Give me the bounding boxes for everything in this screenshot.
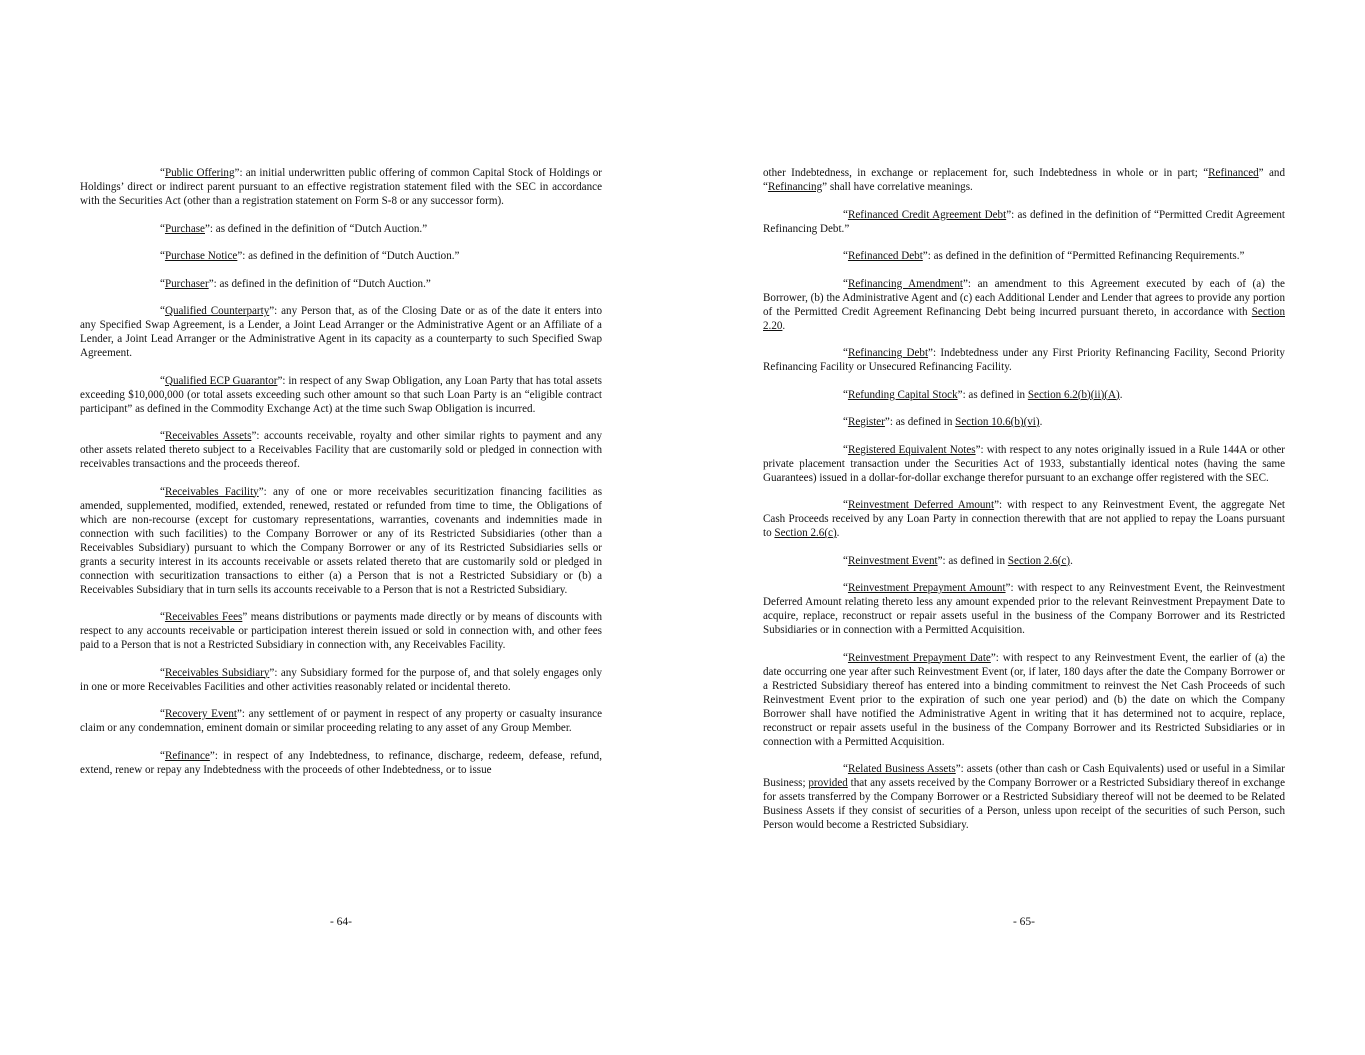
term: Related Business Assets — [847, 763, 956, 775]
proviso-term: provided — [808, 777, 848, 789]
term: Purchase Notice — [164, 250, 238, 262]
section-ref: Section 2.6(c) — [774, 527, 837, 539]
page-65-text — [763, 166, 1285, 846]
def-refinancing-amendment: “Refinancing Amendment”: an amendment to this Agreement executed by each of (a) the Borrower, (b) the Administrative Agent and (c) each Additional Lender and Lender that agrees to provide any portion of the Permitted Credit Agreement Refinancing Debt being incurred pursuant thereto, in accordance with Section 2.20. — [763, 277, 1285, 332]
term: Purchaser — [164, 277, 209, 290]
term: Recovery Event — [164, 708, 237, 720]
term: Receivables Assets — [164, 430, 252, 442]
term: Receivables Fees — [164, 611, 243, 623]
def-refinance: “Refinance”: in respect of any Indebtedness, to refinance, discharge, redeem, defease, refund, extend, renew or repay any Indebtedness with the proceeds of other Indebtedness, or to issue — [80, 749, 602, 776]
term: Qualified Counterparty — [164, 305, 270, 317]
def-recovery-event: “Recovery Event”: any settlement of or payment in respect of any property or casualty insurance claim or any condemnation, eminent domain or similar proceeding relating to any asset of any Group Member. — [80, 708, 602, 734]
def-reinvestment-event: “Reinvestment Event”: as defined in Section 2.6(c). — [843, 554, 1073, 567]
def-qualified-ecp-guarantor: “Qualified ECP Guarantor”: in respect of any Swap Obligation, any Loan Party that has total assets exceeding $10,000,000 (or total assets exceeding such other amount so that such Loan Party is an “eligible contract participant” as defined in the Commodity Exchange Act) at the time such Swap Obligation is incurred. — [80, 374, 602, 415]
term: Refinancing — [767, 181, 823, 193]
term: Refinanced Debt — [847, 250, 923, 262]
def-receivables-fees: “Receivables Fees” means distributions or payments made directly or by means of discounts with respect to any accounts receivable or participation interest therein issued or sold in connection with, and other fees paid to a Person that is not a Restricted Subsidiary in connection with, any Receivables Facility. — [80, 611, 602, 651]
def-purchaser: “Purchaser”: as defined in the definition of “Dutch Auction.” — [160, 277, 431, 290]
section-ref: Section 10.6(b)(vi) — [955, 416, 1040, 428]
term: Purchase — [164, 222, 205, 235]
term: Register — [847, 416, 885, 428]
def-purchase: “Purchase”: as defined in the definition of “Dutch Auction.” — [160, 222, 428, 235]
section-ref: Section 2.6(c) — [1007, 554, 1071, 567]
term: Qualified ECP Guarantor — [164, 374, 278, 387]
term: Refinancing Debt — [847, 347, 929, 359]
def-related-business-assets: “Related Business Assets”: assets (other than cash or Cash Equivalents) used or useful in a Similar Business; provided that any assets received by the Company Borrower or a Restricted Subsidiary thereof in exchange for assets transferred by the Company Borrower or a Restricted Subsidiary thereof will not be deemed to be Related Business Assets if they consist of securities of a Person, unless upon receipt of the securities of such Person, such Person would become a Restricted Subsidiary. — [763, 763, 1285, 831]
def-reinvestment-deferred-amount: “Reinvestment Deferred Amount”: with respect to any Reinvestment Event, the aggregate Net Cash Proceeds received by any Loan Party in connection therewith that are not applied to repay the Loans pursuant to Section 2.6(c). — [763, 499, 1285, 539]
term: Receivables Facility — [164, 485, 259, 498]
section-ref: Section 6.2(b)(ii)(A) — [1027, 388, 1120, 401]
term: Reinvestment Deferred Amount — [847, 499, 995, 511]
page-64 — [0, 0, 682, 1055]
def-registered-equivalent-notes: “Registered Equivalent Notes”: with respect to any notes originally issued in a Rule 144A or other private placement transaction under the Securities Act of 1933, substantially identical notes (having the same Guarantees) issued in a dollar-for-dollar exchange therefor pursuant to an exchange offer registered with the SEC. — [763, 443, 1285, 484]
def-refinance-continuation: other Indebtedness, in exchange or replacement for, such Indebtedness in whole or in part; “Refinanced” and “Refinancing” shall have correlative meanings. — [763, 167, 1285, 193]
term: Reinvestment Event — [847, 554, 938, 567]
page-number: - 64- — [329, 916, 353, 928]
def-refinanced-debt: “Refinanced Debt”: as defined in the definition of “Permitted Refinancing Requirements.” — [843, 250, 1245, 262]
term: Refinanced — [1208, 167, 1259, 179]
term: Refinance — [164, 749, 210, 762]
term: Refinancing Amendment — [847, 277, 963, 290]
def-purchase-notice: “Purchase Notice”: as defined in the definition of “Dutch Auction.” — [160, 250, 460, 262]
def-refinancing-debt: “Refinancing Debt”: Indebtedness under any First Priority Refinancing Facility, Second Priority Refinancing Facility or Unsecured Refinancing Facility. — [763, 347, 1285, 373]
term: Registered Equivalent Notes — [847, 443, 976, 456]
def-refinanced-credit-agreement-debt: “Refinanced Credit Agreement Debt”: as defined in the definition of “Permitted Credit Agreement Refinancing Debt.” — [763, 208, 1286, 235]
term: Refinanced Credit Agreement Debt — [847, 208, 1007, 221]
def-receivables-facility: “Receivables Facility”: any of one or more receivables securitization financing facilities as amended, supplemented, modified, extended, renewed, restated or refunded from time to time, the Obligations of which are non-recourse (except for customary representations, warranties, covenants and indemnities made in connection with such facilities) to the Company Borrower or any of its Restricted Subsidiaries (other than a Receivables Subsidiary) pursuant to which the Company Borrower or any of its Restricted Subsidiaries sells or grants a security interest in its accounts receivable or assets related thereto that are customarily sold or pledged in connection with securitization transactions to either (a) a Person that is not a Restricted Subsidiary or (b) a Receivables Subsidiary that in turn sells its accounts receivable to a Person that is not a Restricted Subsidiary. — [80, 485, 603, 596]
def-reinvestment-prepayment-amount: “Reinvestment Prepayment Amount”: with respect to any Reinvestment Event, the Reinvestment Deferred Amount relating thereto less any amount expended prior to the relevant Reinvestment Prepayment Date to acquire, replace, reconstruct or repair assets useful in the business of the Company Borrower and its Restricted Subsidiaries or in connection with a Permitted Acquisition. — [763, 582, 1285, 636]
def-register: “Register”: as defined in Section 10.6(b)(vi). — [843, 416, 1043, 428]
page-64-text — [80, 166, 602, 790]
def-public-offering: “Public Offering”: an initial underwritten public offering of common Capital Stock of Holdings or Holdings’ direct or indirect parent pursuant to an effective registration statement filed with the SEC in accordance with the Securities Act (other than a registration statement on Form S-8 or any successor form). — [80, 167, 602, 207]
term: Refunding Capital Stock — [847, 388, 958, 401]
def-reinvestment-prepayment-date: “Reinvestment Prepayment Date”: with respect to any Reinvestment Event, the earlier of (a) the date occurring one year after such Reinvestment Event (or, if later, 180 days after the date the Company Borrower or a Restricted Subsidiary thereof has entered into a binding commitment to reinvest the Net Cash Proceeds of such Reinvestment Event prior to the expiration of such one year period) and (b) the date on which the Company Borrower shall have notified the Administrative Agent in writing that it has determined not to acquire, replace, reconstruct or repair assets useful in the business of the Company Borrower and its Restricted Subsidiaries or in connection with a Permitted Acquisition. — [763, 651, 1285, 748]
term: Public Offering — [164, 167, 235, 179]
def-receivables-assets: “Receivables Assets”: accounts receivable, royalty and other similar rights to payment and any other assets related thereto subject to a Receivables Facility that are customarily sold or pledged in connection with receivables transactions and the proceeds thereof. — [80, 430, 602, 470]
def-refunding-capital-stock: “Refunding Capital Stock”: as defined in Section 6.2(b)(ii)(A). — [843, 388, 1123, 401]
def-qualified-counterparty: “Qualified Counterparty”: any Person that, as of the Closing Date or as of the date it enters into any Specified Swap Agreement, is a Lender, a Joint Lead Arranger or the Administrative Agent or an Affiliate of a Lender, a Joint Lead Arranger or the Administrative Agent in its capacity as a counterparty to such Specified Swap Agreement. — [80, 305, 603, 359]
term: Reinvestment Prepayment Amount — [847, 582, 1006, 594]
term: Receivables Subsidiary — [164, 666, 270, 679]
page-65 — [683, 0, 1365, 1055]
section-ref: Section 2.20 — [763, 305, 1285, 332]
term: Reinvestment Prepayment Date — [847, 651, 991, 664]
def-receivables-subsidiary: “Receivables Subsidiary”: any Subsidiary formed for the purpose of, and that solely engages only in one or more Receivables Facilities and other activities reasonably related or incidental thereto. — [80, 666, 603, 693]
page-number: - 65- — [1012, 916, 1036, 928]
